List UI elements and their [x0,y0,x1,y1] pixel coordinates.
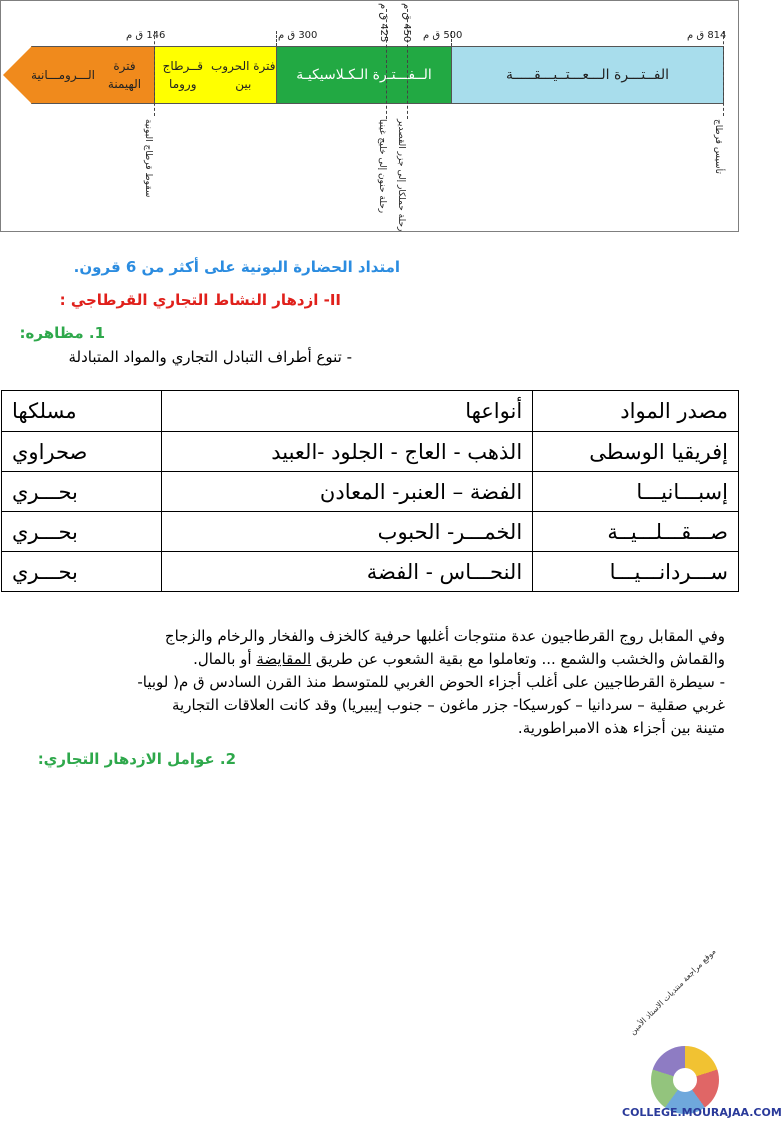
cell-source: إسبـــانيـــا [533,472,739,512]
logo-site-url: COLLEGE.MOURAJAA.COM [622,1106,782,1119]
sub2-title: 2. عوامل الازدهار التجاري: [37,750,236,768]
table-row [2,512,739,552]
table-row [2,472,739,512]
period-roman-line1: فترة الهيمنة [107,59,142,91]
date-300: 300 ق م [278,30,318,41]
table-header-row [2,391,739,432]
header-route: مسلكها [2,391,162,432]
cell-route: بحـــري [2,512,162,552]
cell-source: ســـردانـــيـــا [533,552,739,592]
event-founding: تأسيس قرطاج [713,119,723,174]
cell-source: صـــقـــلـــيــة [533,512,739,552]
products-line2-pre: والقماش والخشب والشمع ... وتعاملوا مع بقية الشعوب عن طريق [311,650,725,668]
products-paragraph [5,625,725,671]
sub1-title: 1. مظاهره: [19,324,105,342]
cell-route: صحراوي [2,432,162,472]
period-roman [31,46,155,104]
date-500: 500 ق م [423,30,463,41]
products-line2-post: أو بالمال. [193,650,257,668]
logo-center [673,1068,697,1092]
tick-300 [276,31,277,46]
section2-title: II- ازدهار النشاط التجاري القرطاجي : [59,291,341,309]
period-ancient: الفــتـــرة الـــعـــتــيـــقـــــة [451,46,724,104]
cell-types: الخمـــر- الحبوب [161,512,532,552]
domination-line2: غربي صقلية – سردانيا – كورسيكا- جزر ماغون – جنوب إيبيريا) وقد كانت العلاقات التجارية [172,696,725,714]
cell-types: النحـــاس - الفضة [161,552,532,592]
event-himilco: رحلة حملكار إلى جزر القصدير [396,119,406,232]
sub1-point: - تنوع أطراف التبادل التجاري والمواد المتبادلة [68,348,352,366]
tick-814 [723,31,724,116]
period-punic-wars [154,46,277,104]
cell-types: الذهب - العاج - الجلود -العبيد [161,432,532,472]
date-425: 425 ق م [378,3,389,43]
header-types: أنواعها [161,391,532,432]
period-roman-line2: الـــرومـــانية [31,68,95,82]
tick-146 [154,31,155,116]
timeline-arrow-icon [3,46,32,104]
period-wars-line2: قــرطاج وروما [162,59,203,91]
table-row [2,432,739,472]
products-line2 [5,648,725,671]
intro-line: امتداد الحضارة البونية على أكثر من 6 قرون. [73,258,400,276]
date-814: 814 ق م [687,30,727,41]
period-wars-line1: فترة الحروب بين [211,59,276,91]
header-source: مصدر المواد [533,391,739,432]
logo-arc-text: موقع مراجعة منتديات الاستاذ الأمين [628,946,718,1037]
domination-line3: متينة بين أجزاء هذه الامبراطورية. [517,719,725,737]
cell-source: إفريقيا الوسطى [533,432,739,472]
period-classical: الــفـــتـرة الـكـلاسيكيـة [276,46,452,104]
date-450: 450 ق م [401,3,412,43]
trade-table [1,390,739,592]
cell-route: بحـــري [2,472,162,512]
table-row [2,552,739,592]
cell-types: الفضة – العنبر- المعادن [161,472,532,512]
domination-line1: - سيطرة القرطاجيين على أغلب أجزاء الحوض الغربي للمتوسط منذ القرن السادس ق م( لوبيا- [137,673,725,691]
event-fall: سقوط قرطاج البونية [143,119,153,198]
event-hanno: رحلة حنون إلى خليج غينيا [377,119,387,214]
domination-paragraph [5,671,725,740]
timeline-diagram [0,0,739,232]
date-146: 146 ق م [126,30,166,41]
cell-route: بحـــري [2,552,162,592]
products-line1: وفي المقابل روج القرطاجيون عدة منتوجات أغلبها حرفية كالخزف والفخار والرخام والزجاج [164,627,725,645]
barter-term: المقايضة [256,650,312,668]
